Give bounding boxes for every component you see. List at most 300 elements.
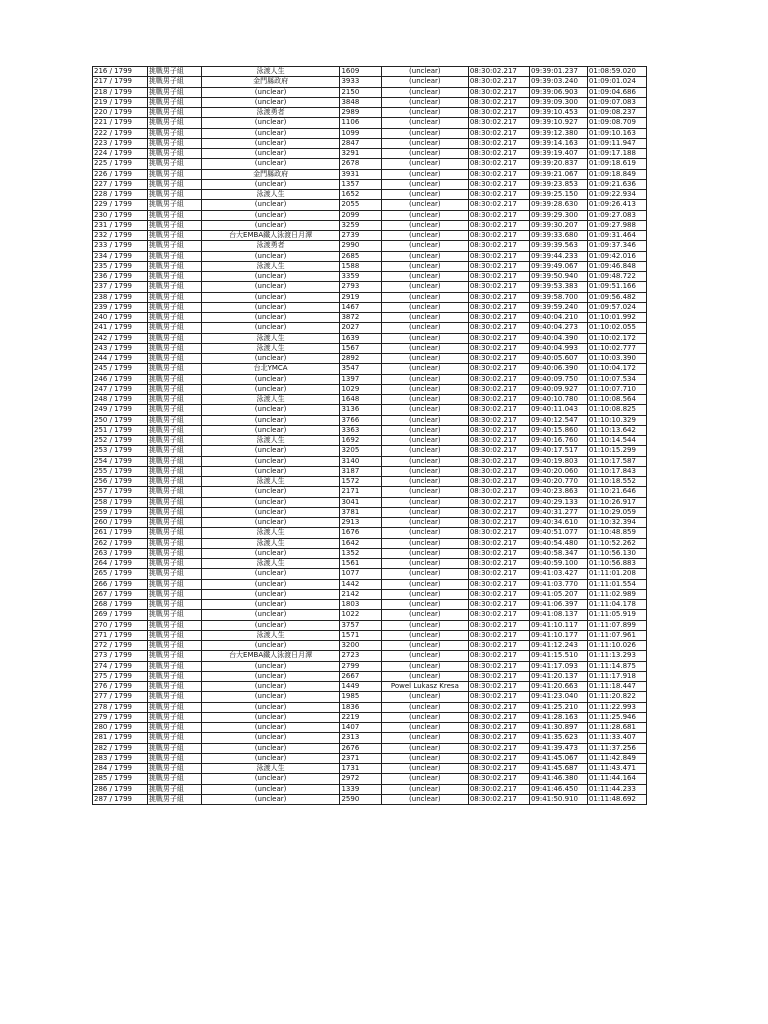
team-cell: 泳渡勇者 bbox=[201, 241, 340, 251]
table-row bbox=[93, 323, 647, 333]
net-time-cell: 01:11:18.447 bbox=[587, 682, 646, 692]
table-row bbox=[93, 497, 647, 507]
finish-time-cell: 09:41:25.210 bbox=[529, 702, 587, 712]
rank-cell: 225 / 1799 bbox=[93, 159, 148, 169]
bib-cell: 1339 bbox=[340, 784, 381, 794]
finish-time-cell: 09:41:23.040 bbox=[529, 692, 587, 702]
table-row bbox=[93, 630, 647, 640]
athlete-name-cell: (unclear) bbox=[381, 600, 468, 610]
category-cell: 挑戰男子組 bbox=[147, 395, 201, 405]
category-cell: 挑戰男子組 bbox=[147, 682, 201, 692]
table-row bbox=[93, 272, 647, 282]
table-row bbox=[93, 425, 647, 435]
net-time-cell: 01:11:05.919 bbox=[587, 610, 646, 620]
rank-cell: 277 / 1799 bbox=[93, 692, 148, 702]
team-cell: (unclear) bbox=[201, 446, 340, 456]
rank-cell: 256 / 1799 bbox=[93, 477, 148, 487]
bib-cell: 3187 bbox=[340, 466, 381, 476]
net-time-cell: 01:09:04.686 bbox=[587, 87, 646, 97]
finish-time-cell: 09:39:10.927 bbox=[529, 118, 587, 128]
rank-cell: 274 / 1799 bbox=[93, 661, 148, 671]
athlete-name-cell: (unclear) bbox=[381, 692, 468, 702]
table-row bbox=[93, 784, 647, 794]
finish-time-cell: 09:40:34.610 bbox=[529, 518, 587, 528]
athlete-name-cell: (unclear) bbox=[381, 190, 468, 200]
start-time-cell: 08:30:02.217 bbox=[468, 774, 529, 784]
net-time-cell: 01:11:44.233 bbox=[587, 784, 646, 794]
athlete-name-cell: (unclear) bbox=[381, 159, 468, 169]
start-time-cell: 08:30:02.217 bbox=[468, 200, 529, 210]
athlete-name-cell: (unclear) bbox=[381, 774, 468, 784]
category-cell: 挑戰男子組 bbox=[147, 559, 201, 569]
net-time-cell: 01:11:17.918 bbox=[587, 671, 646, 681]
table-row bbox=[93, 548, 647, 558]
team-cell: (unclear) bbox=[201, 292, 340, 302]
category-cell: 挑戰男子組 bbox=[147, 333, 201, 343]
rank-cell: 275 / 1799 bbox=[93, 671, 148, 681]
start-time-cell: 08:30:02.217 bbox=[468, 579, 529, 589]
rank-cell: 249 / 1799 bbox=[93, 405, 148, 415]
athlete-name-cell: (unclear) bbox=[381, 384, 468, 394]
athlete-name-cell: (unclear) bbox=[381, 149, 468, 159]
start-time-cell: 08:30:02.217 bbox=[468, 436, 529, 446]
start-time-cell: 08:30:02.217 bbox=[468, 477, 529, 487]
category-cell: 挑戰男子組 bbox=[147, 436, 201, 446]
athlete-name-cell: (unclear) bbox=[381, 251, 468, 261]
rank-cell: 259 / 1799 bbox=[93, 507, 148, 517]
athlete-name-cell: (unclear) bbox=[381, 333, 468, 343]
bib-cell: 3781 bbox=[340, 507, 381, 517]
category-cell: 挑戰男子組 bbox=[147, 292, 201, 302]
bib-cell: 1022 bbox=[340, 610, 381, 620]
net-time-cell: 01:11:02.989 bbox=[587, 589, 646, 599]
athlete-name-cell: (unclear) bbox=[381, 651, 468, 661]
start-time-cell: 08:30:02.217 bbox=[468, 671, 529, 681]
rank-cell: 231 / 1799 bbox=[93, 220, 148, 230]
team-cell: (unclear) bbox=[201, 641, 340, 651]
finish-time-cell: 09:40:04.993 bbox=[529, 343, 587, 353]
bib-cell: 2142 bbox=[340, 589, 381, 599]
rank-cell: 262 / 1799 bbox=[93, 538, 148, 548]
table-row bbox=[93, 487, 647, 497]
category-cell: 挑戰男子組 bbox=[147, 384, 201, 394]
team-cell: (unclear) bbox=[201, 425, 340, 435]
table-row bbox=[93, 87, 647, 97]
start-time-cell: 08:30:02.217 bbox=[468, 138, 529, 148]
net-time-cell: 01:10:29.059 bbox=[587, 507, 646, 517]
rank-cell: 222 / 1799 bbox=[93, 128, 148, 138]
bib-cell: 3872 bbox=[340, 313, 381, 323]
bib-cell: 1609 bbox=[340, 67, 381, 77]
bib-cell: 2099 bbox=[340, 210, 381, 220]
table-row bbox=[93, 292, 647, 302]
bib-cell: 2913 bbox=[340, 518, 381, 528]
bib-cell: 1029 bbox=[340, 384, 381, 394]
athlete-name-cell: (unclear) bbox=[381, 231, 468, 241]
team-cell: (unclear) bbox=[201, 405, 340, 415]
net-time-cell: 01:11:25.946 bbox=[587, 712, 646, 722]
bib-cell: 3140 bbox=[340, 456, 381, 466]
net-time-cell: 01:10:52.262 bbox=[587, 538, 646, 548]
category-cell: 挑戰男子組 bbox=[147, 425, 201, 435]
rank-cell: 266 / 1799 bbox=[93, 579, 148, 589]
bib-cell: 2972 bbox=[340, 774, 381, 784]
start-time-cell: 08:30:02.217 bbox=[468, 108, 529, 118]
bib-cell: 1803 bbox=[340, 600, 381, 610]
table-row bbox=[93, 118, 647, 128]
start-time-cell: 08:30:02.217 bbox=[468, 354, 529, 364]
team-cell: 泳渡人生 bbox=[201, 190, 340, 200]
finish-time-cell: 09:41:20.137 bbox=[529, 671, 587, 681]
team-cell: (unclear) bbox=[201, 97, 340, 107]
net-time-cell: 01:09:10.163 bbox=[587, 128, 646, 138]
rank-cell: 287 / 1799 bbox=[93, 794, 148, 804]
bib-cell: 3359 bbox=[340, 272, 381, 282]
net-time-cell: 01:10:08.825 bbox=[587, 405, 646, 415]
category-cell: 挑戰男子組 bbox=[147, 497, 201, 507]
category-cell: 挑戰男子組 bbox=[147, 323, 201, 333]
athlete-name-cell: (unclear) bbox=[381, 179, 468, 189]
net-time-cell: 01:09:48.722 bbox=[587, 272, 646, 282]
bib-cell: 1652 bbox=[340, 190, 381, 200]
team-cell: 泳渡人生 bbox=[201, 395, 340, 405]
category-cell: 挑戰男子組 bbox=[147, 190, 201, 200]
category-cell: 挑戰男子組 bbox=[147, 774, 201, 784]
net-time-cell: 01:09:17.188 bbox=[587, 149, 646, 159]
table-row bbox=[93, 753, 647, 763]
net-time-cell: 01:09:21.636 bbox=[587, 179, 646, 189]
athlete-name-cell: (unclear) bbox=[381, 487, 468, 497]
finish-time-cell: 09:41:39.473 bbox=[529, 743, 587, 753]
net-time-cell: 01:11:10.026 bbox=[587, 641, 646, 651]
net-time-cell: 01:10:14.544 bbox=[587, 436, 646, 446]
team-cell: (unclear) bbox=[201, 497, 340, 507]
table-row bbox=[93, 354, 647, 364]
finish-time-cell: 09:39:49.067 bbox=[529, 261, 587, 271]
start-time-cell: 08:30:02.217 bbox=[468, 548, 529, 558]
rank-cell: 265 / 1799 bbox=[93, 569, 148, 579]
team-cell: (unclear) bbox=[201, 456, 340, 466]
start-time-cell: 08:30:02.217 bbox=[468, 272, 529, 282]
start-time-cell: 08:30:02.217 bbox=[468, 743, 529, 753]
start-time-cell: 08:30:02.217 bbox=[468, 220, 529, 230]
start-time-cell: 08:30:02.217 bbox=[468, 333, 529, 343]
bib-cell: 2676 bbox=[340, 743, 381, 753]
net-time-cell: 01:10:17.843 bbox=[587, 466, 646, 476]
bib-cell: 2150 bbox=[340, 87, 381, 97]
athlete-name-cell: (unclear) bbox=[381, 138, 468, 148]
category-cell: 挑戰男子組 bbox=[147, 415, 201, 425]
table-row bbox=[93, 282, 647, 292]
net-time-cell: 01:10:26.917 bbox=[587, 497, 646, 507]
finish-time-cell: 09:39:06.903 bbox=[529, 87, 587, 97]
athlete-name-cell: (unclear) bbox=[381, 456, 468, 466]
category-cell: 挑戰男子組 bbox=[147, 67, 201, 77]
rank-cell: 233 / 1799 bbox=[93, 241, 148, 251]
team-cell: (unclear) bbox=[201, 518, 340, 528]
net-time-cell: 01:09:26.413 bbox=[587, 200, 646, 210]
rank-cell: 242 / 1799 bbox=[93, 333, 148, 343]
start-time-cell: 08:30:02.217 bbox=[468, 261, 529, 271]
start-time-cell: 08:30:02.217 bbox=[468, 600, 529, 610]
finish-time-cell: 09:39:10.453 bbox=[529, 108, 587, 118]
net-time-cell: 01:11:44.164 bbox=[587, 774, 646, 784]
net-time-cell: 01:09:18.619 bbox=[587, 159, 646, 169]
net-time-cell: 01:11:20.822 bbox=[587, 692, 646, 702]
rank-cell: 235 / 1799 bbox=[93, 261, 148, 271]
bib-cell: 1449 bbox=[340, 682, 381, 692]
net-time-cell: 01:11:43.471 bbox=[587, 764, 646, 774]
athlete-name-cell: (unclear) bbox=[381, 282, 468, 292]
finish-time-cell: 09:41:30.897 bbox=[529, 723, 587, 733]
bib-cell: 2723 bbox=[340, 651, 381, 661]
team-cell: (unclear) bbox=[201, 743, 340, 753]
rank-cell: 272 / 1799 bbox=[93, 641, 148, 651]
team-cell: (unclear) bbox=[201, 753, 340, 763]
table-row bbox=[93, 190, 647, 200]
team-cell: (unclear) bbox=[201, 210, 340, 220]
rank-cell: 244 / 1799 bbox=[93, 354, 148, 364]
bib-cell: 3848 bbox=[340, 97, 381, 107]
category-cell: 挑戰男子組 bbox=[147, 579, 201, 589]
team-cell: 泳渡人生 bbox=[201, 559, 340, 569]
team-cell: (unclear) bbox=[201, 733, 340, 743]
table-row bbox=[93, 579, 647, 589]
bib-cell: 3931 bbox=[340, 169, 381, 179]
bib-cell: 2799 bbox=[340, 661, 381, 671]
category-cell: 挑戰男子組 bbox=[147, 97, 201, 107]
start-time-cell: 08:30:02.217 bbox=[468, 559, 529, 569]
athlete-name-cell: (unclear) bbox=[381, 118, 468, 128]
table-row bbox=[93, 302, 647, 312]
category-cell: 挑戰男子組 bbox=[147, 661, 201, 671]
team-cell: (unclear) bbox=[201, 415, 340, 425]
team-cell: (unclear) bbox=[201, 313, 340, 323]
table-row bbox=[93, 610, 647, 620]
bib-cell: 1639 bbox=[340, 333, 381, 343]
team-cell: 泳渡人生 bbox=[201, 538, 340, 548]
rank-cell: 270 / 1799 bbox=[93, 620, 148, 630]
rank-cell: 232 / 1799 bbox=[93, 231, 148, 241]
table-row bbox=[93, 169, 647, 179]
table-row bbox=[93, 651, 647, 661]
category-cell: 挑戰男子組 bbox=[147, 149, 201, 159]
bib-cell: 1352 bbox=[340, 548, 381, 558]
athlete-name-cell: (unclear) bbox=[381, 743, 468, 753]
rank-cell: 239 / 1799 bbox=[93, 302, 148, 312]
net-time-cell: 01:09:22.934 bbox=[587, 190, 646, 200]
bib-cell: 1572 bbox=[340, 477, 381, 487]
start-time-cell: 08:30:02.217 bbox=[468, 466, 529, 476]
finish-time-cell: 09:41:03.770 bbox=[529, 579, 587, 589]
table-row bbox=[93, 77, 647, 87]
athlete-name-cell: (unclear) bbox=[381, 67, 468, 77]
team-cell: (unclear) bbox=[201, 384, 340, 394]
finish-time-cell: 09:40:12.547 bbox=[529, 415, 587, 425]
table-row bbox=[93, 405, 647, 415]
table-row bbox=[93, 343, 647, 353]
table-row bbox=[93, 210, 647, 220]
bib-cell: 2313 bbox=[340, 733, 381, 743]
team-cell: (unclear) bbox=[201, 272, 340, 282]
athlete-name-cell: (unclear) bbox=[381, 507, 468, 517]
rank-cell: 248 / 1799 bbox=[93, 395, 148, 405]
category-cell: 挑戰男子組 bbox=[147, 487, 201, 497]
finish-time-cell: 09:39:19.407 bbox=[529, 149, 587, 159]
bib-cell: 2989 bbox=[340, 108, 381, 118]
rank-cell: 254 / 1799 bbox=[93, 456, 148, 466]
table-row bbox=[93, 712, 647, 722]
finish-time-cell: 09:40:19.803 bbox=[529, 456, 587, 466]
rank-cell: 255 / 1799 bbox=[93, 466, 148, 476]
rank-cell: 261 / 1799 bbox=[93, 528, 148, 538]
finish-time-cell: 09:40:29.133 bbox=[529, 497, 587, 507]
category-cell: 挑戰男子組 bbox=[147, 220, 201, 230]
table-row bbox=[93, 149, 647, 159]
category-cell: 挑戰男子組 bbox=[147, 446, 201, 456]
start-time-cell: 08:30:02.217 bbox=[468, 497, 529, 507]
finish-time-cell: 09:40:11.043 bbox=[529, 405, 587, 415]
finish-time-cell: 09:40:04.390 bbox=[529, 333, 587, 343]
bib-cell: 1692 bbox=[340, 436, 381, 446]
net-time-cell: 01:10:10.329 bbox=[587, 415, 646, 425]
rank-cell: 247 / 1799 bbox=[93, 384, 148, 394]
team-cell: (unclear) bbox=[201, 712, 340, 722]
athlete-name-cell: (unclear) bbox=[381, 579, 468, 589]
start-time-cell: 08:30:02.217 bbox=[468, 507, 529, 517]
category-cell: 挑戰男子組 bbox=[147, 364, 201, 374]
team-cell: 泳渡人生 bbox=[201, 477, 340, 487]
team-cell: 泳渡勇者 bbox=[201, 108, 340, 118]
start-time-cell: 08:30:02.217 bbox=[468, 784, 529, 794]
table-row bbox=[93, 67, 647, 77]
bib-cell: 1397 bbox=[340, 374, 381, 384]
rank-cell: 257 / 1799 bbox=[93, 487, 148, 497]
team-cell: 台大EMBA鐵人泳渡日月潭 bbox=[201, 651, 340, 661]
rank-cell: 216 / 1799 bbox=[93, 67, 148, 77]
results-table bbox=[92, 66, 647, 805]
net-time-cell: 01:10:01.992 bbox=[587, 313, 646, 323]
table-row bbox=[93, 600, 647, 610]
table-row bbox=[93, 702, 647, 712]
finish-time-cell: 09:40:06.390 bbox=[529, 364, 587, 374]
rank-cell: 283 / 1799 bbox=[93, 753, 148, 763]
finish-time-cell: 09:39:09.300 bbox=[529, 97, 587, 107]
table-row bbox=[93, 159, 647, 169]
net-time-cell: 01:11:13.293 bbox=[587, 651, 646, 661]
start-time-cell: 08:30:02.217 bbox=[468, 425, 529, 435]
athlete-name-cell: (unclear) bbox=[381, 661, 468, 671]
athlete-name-cell: (unclear) bbox=[381, 200, 468, 210]
finish-time-cell: 09:40:09.750 bbox=[529, 374, 587, 384]
team-cell: (unclear) bbox=[201, 251, 340, 261]
start-time-cell: 08:30:02.217 bbox=[468, 641, 529, 651]
net-time-cell: 01:11:14.875 bbox=[587, 661, 646, 671]
table-row bbox=[93, 528, 647, 538]
athlete-name-cell: (unclear) bbox=[381, 436, 468, 446]
category-cell: 挑戰男子組 bbox=[147, 405, 201, 415]
finish-time-cell: 09:40:09.927 bbox=[529, 384, 587, 394]
start-time-cell: 08:30:02.217 bbox=[468, 538, 529, 548]
finish-time-cell: 09:40:23.863 bbox=[529, 487, 587, 497]
net-time-cell: 01:09:01.024 bbox=[587, 77, 646, 87]
finish-time-cell: 09:41:05.207 bbox=[529, 589, 587, 599]
athlete-name-cell: (unclear) bbox=[381, 272, 468, 282]
athlete-name-cell: (unclear) bbox=[381, 712, 468, 722]
start-time-cell: 08:30:02.217 bbox=[468, 528, 529, 538]
category-cell: 挑戰男子組 bbox=[147, 466, 201, 476]
athlete-name-cell: (unclear) bbox=[381, 723, 468, 733]
team-cell: 泳渡人生 bbox=[201, 764, 340, 774]
rank-cell: 278 / 1799 bbox=[93, 702, 148, 712]
bib-cell: 2892 bbox=[340, 354, 381, 364]
start-time-cell: 08:30:02.217 bbox=[468, 67, 529, 77]
net-time-cell: 01:10:17.587 bbox=[587, 456, 646, 466]
team-cell: (unclear) bbox=[201, 579, 340, 589]
finish-time-cell: 09:39:33.680 bbox=[529, 231, 587, 241]
team-cell: 泳渡人生 bbox=[201, 261, 340, 271]
rank-cell: 227 / 1799 bbox=[93, 179, 148, 189]
team-cell: (unclear) bbox=[201, 487, 340, 497]
start-time-cell: 08:30:02.217 bbox=[468, 702, 529, 712]
bib-cell: 2919 bbox=[340, 292, 381, 302]
category-cell: 挑戰男子組 bbox=[147, 794, 201, 804]
rank-cell: 253 / 1799 bbox=[93, 446, 148, 456]
category-cell: 挑戰男子組 bbox=[147, 753, 201, 763]
bib-cell: 3041 bbox=[340, 497, 381, 507]
start-time-cell: 08:30:02.217 bbox=[468, 292, 529, 302]
category-cell: 挑戰男子組 bbox=[147, 343, 201, 353]
team-cell: (unclear) bbox=[201, 784, 340, 794]
finish-time-cell: 09:39:03.240 bbox=[529, 77, 587, 87]
bib-cell: 1571 bbox=[340, 630, 381, 640]
bib-cell: 1985 bbox=[340, 692, 381, 702]
athlete-name-cell: (unclear) bbox=[381, 354, 468, 364]
category-cell: 挑戰男子組 bbox=[147, 723, 201, 733]
bib-cell: 1077 bbox=[340, 569, 381, 579]
rank-cell: 267 / 1799 bbox=[93, 589, 148, 599]
category-cell: 挑戰男子組 bbox=[147, 302, 201, 312]
table-row bbox=[93, 723, 647, 733]
start-time-cell: 08:30:02.217 bbox=[468, 456, 529, 466]
net-time-cell: 01:11:04.178 bbox=[587, 600, 646, 610]
category-cell: 挑戰男子組 bbox=[147, 620, 201, 630]
net-time-cell: 01:10:48.859 bbox=[587, 528, 646, 538]
table-row bbox=[93, 395, 647, 405]
athlete-name-cell: (unclear) bbox=[381, 569, 468, 579]
team-cell: 金門縣政府 bbox=[201, 77, 340, 87]
bib-cell: 3200 bbox=[340, 641, 381, 651]
net-time-cell: 01:10:07.710 bbox=[587, 384, 646, 394]
finish-time-cell: 09:40:58.347 bbox=[529, 548, 587, 558]
finish-time-cell: 09:40:17.517 bbox=[529, 446, 587, 456]
net-time-cell: 01:09:11.947 bbox=[587, 138, 646, 148]
net-time-cell: 01:09:31.464 bbox=[587, 231, 646, 241]
athlete-name-cell: (unclear) bbox=[381, 641, 468, 651]
team-cell: 台大EMBA鐵人泳渡日月潭 bbox=[201, 231, 340, 241]
rank-cell: 243 / 1799 bbox=[93, 343, 148, 353]
team-cell: (unclear) bbox=[201, 774, 340, 784]
start-time-cell: 08:30:02.217 bbox=[468, 712, 529, 722]
finish-time-cell: 09:39:14.163 bbox=[529, 138, 587, 148]
start-time-cell: 08:30:02.217 bbox=[468, 610, 529, 620]
finish-time-cell: 09:40:20.770 bbox=[529, 477, 587, 487]
athlete-name-cell: (unclear) bbox=[381, 220, 468, 230]
finish-time-cell: 09:41:17.093 bbox=[529, 661, 587, 671]
net-time-cell: 01:09:57.024 bbox=[587, 302, 646, 312]
team-cell: 泳渡人生 bbox=[201, 67, 340, 77]
net-time-cell: 01:09:51.166 bbox=[587, 282, 646, 292]
